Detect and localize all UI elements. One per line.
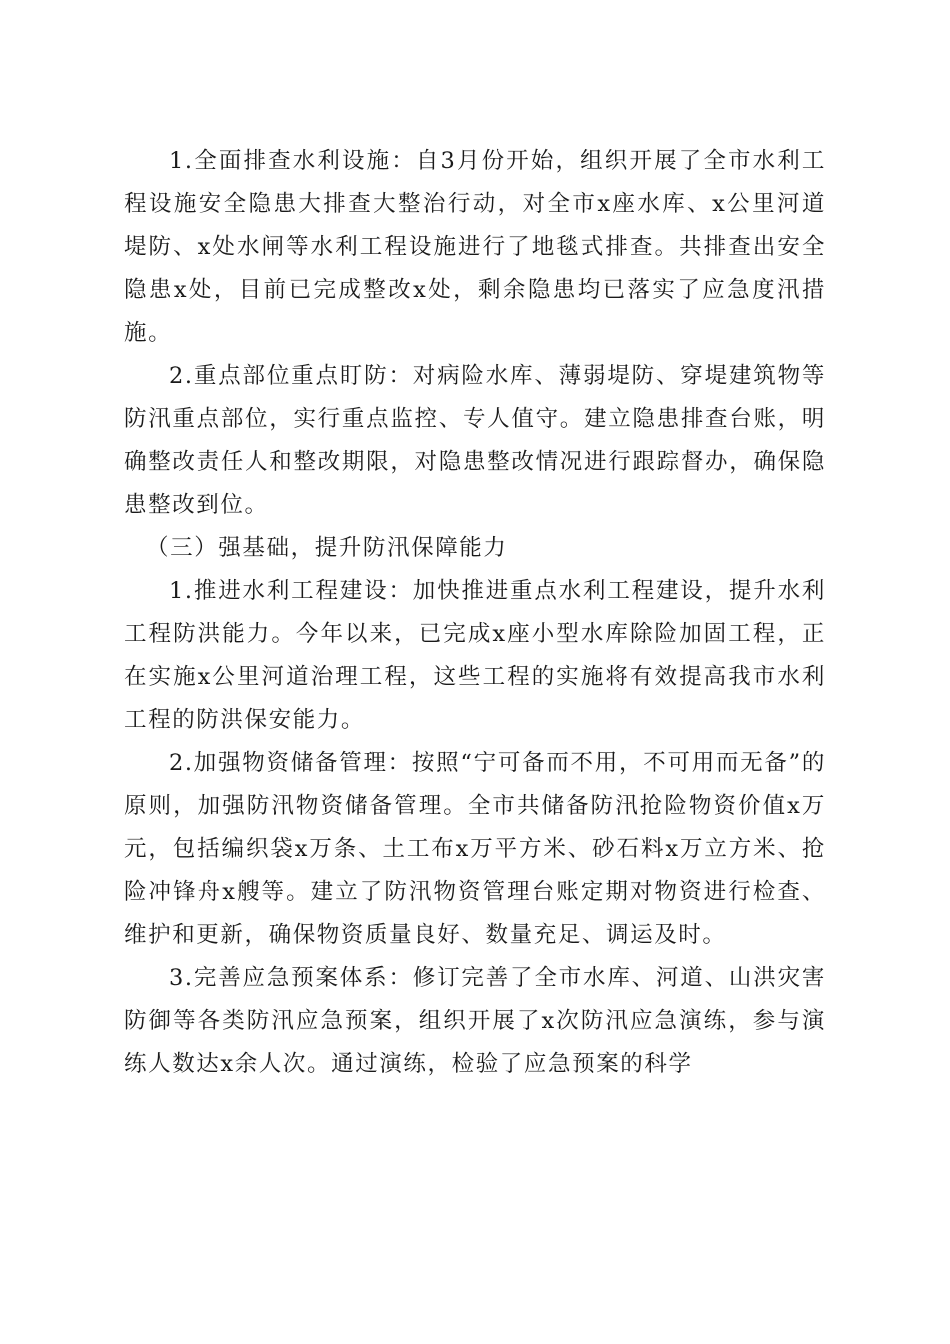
paragraph-water-project-construction: 1.推进水利工程建设：加快推进重点水利工程建设，提升水利工程防洪能力。今年以来，已完成x座小型水库除险加固工程，正在实施x公里河道治理工程，这些工程的实施将有效提高我市水利工程的防洪保安能力。 bbox=[124, 578, 826, 733]
paragraph-key-points-monitoring: 2.重点部位重点盯防：对病险水库、薄弱堤防、穿堤建筑物等防汛重点部位，实行重点监控、专人值守。建立隐患排查台账，明确整改责任人和整改期限，对隐患整改情况进行跟踪督办，确保隐患整改到位。 bbox=[124, 363, 826, 518]
paragraph-emergency-plan: 3.完善应急预案体系：修订完善了全市水库、河道、山洪灾害防御等各类防汛应急预案，组织开展了x次防汛应急演练，参与演练人数达x余人次。通过演练，检验了应急预案的科学 bbox=[124, 965, 826, 1077]
section-heading-three: （三）强基础，提升防汛保障能力 bbox=[146, 535, 508, 561]
paragraph-facility-inspection: 1.全面排查水利设施：自3月份开始，组织开展了全市水利工程设施安全隐患大排查大整治行动，对全市x座水库、x公里河道堤防、x处水闸等水利工程设施进行了地毯式排查。共排查出安全隐患x处，目前已完成整改x处，剩余隐患均已落实了应急度汛措施。 bbox=[124, 148, 826, 346]
paragraph-material-reserve: 2.加强物资储备管理：按照“宁可备而不用，不可用而无备”的原则，加强防汛物资储备管理。全市共储备防汛抢险物资价值x万元，包括编织袋x万条、土工布x万平方米、砂石料x万立方米、抢险冲锋舟x艘等。建立了防汛物资管理台账定期对物资进行检查、维护和更新，确保物资质量良好、数量充足、调运及时。 bbox=[124, 750, 826, 948]
